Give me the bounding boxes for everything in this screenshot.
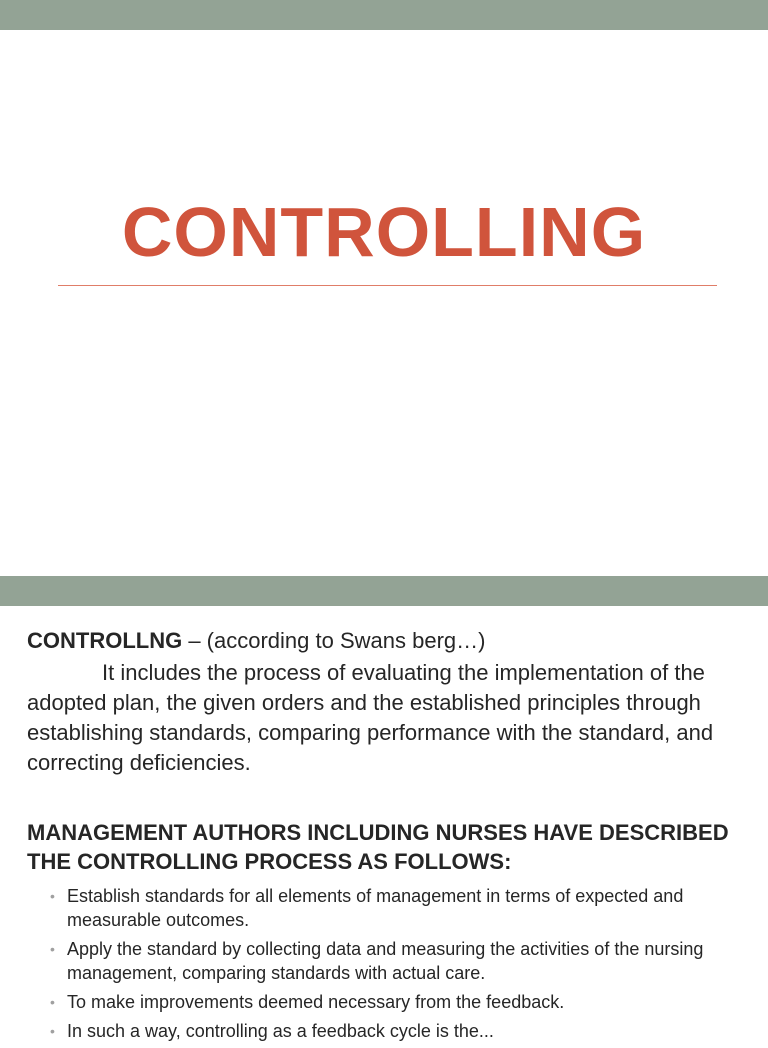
slide-content: [27, 626, 747, 1048]
list-item: • Apply the standard by collecting data and measuring the activities of the nursing management, comparing standards with actual care.: [50, 939, 704, 983]
list-item: • Establish standards for all elements of management in terms of expected and measurable outcomes.: [50, 886, 684, 930]
slide-title: CONTROLLING: [121, 193, 647, 271]
bullet-icon: •: [50, 994, 55, 1010]
bullet-icon: •: [50, 888, 55, 904]
definition-term: CONTROLLNG: [27, 628, 183, 653]
bullet-icon: •: [50, 941, 55, 957]
list-item: • In such a way, controlling as a feedback cycle is the...: [50, 1021, 494, 1041]
section-heading: MANAGEMENT AUTHORS INCLUDING NURSES HAVE DESCRIBED THE CONTROLLING PROCESS AS FOLLOWS:: [27, 820, 729, 874]
content-slide: [0, 576, 768, 1041]
definition-line: [27, 626, 747, 656]
definition-attribution: – (according to Swans berg…): [182, 628, 486, 653]
header-band: [0, 0, 768, 30]
bullet-list: [27, 884, 747, 1043]
header-band: [0, 576, 768, 606]
list-item: • To make improvements deemed necessary from the feedback.: [50, 992, 565, 1012]
title-underline: [58, 285, 717, 286]
definition-paragraph: It includes the process of evaluating the implementation of the adopted plan, the given orders and the established principles through establishing standards, comparing performance with the standard, and correcting deficiencies.: [27, 660, 714, 775]
bullet-icon: •: [50, 1023, 55, 1039]
